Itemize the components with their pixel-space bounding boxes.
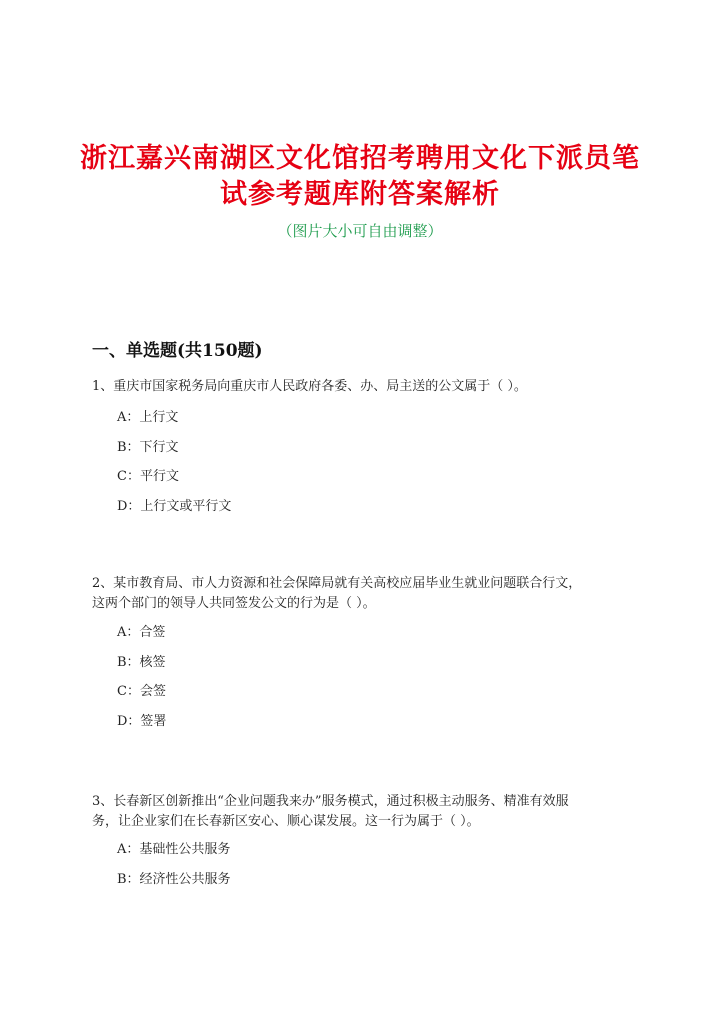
question-1-option-a: A：上行文 bbox=[117, 410, 179, 425]
question-3-option-a: A：基础性公共服务 bbox=[117, 842, 231, 857]
question-2-option-c: C：会签 bbox=[117, 684, 166, 699]
question-3-text-line-2: 务，让企业家们在长春新区安心、顺心谋发展。这一行为属于（ ）。 bbox=[92, 814, 480, 829]
question-3-text-line-1: 3、长春新区创新推出“企业问题我来办”服务模式，通过积极主动服务、精准有效服 bbox=[92, 794, 569, 809]
question-2-text-line-1: 2、某市教育局、市人力资源和社会保障局就有关高校应届毕业生就业问题联合行文， bbox=[92, 576, 582, 591]
question-2-option-b: B：核签 bbox=[117, 655, 166, 670]
document-subtitle: （图片大小可自由调整） bbox=[277, 222, 443, 240]
question-1-option-b: B：下行文 bbox=[117, 440, 179, 455]
question-2-option-a: A：合签 bbox=[117, 625, 166, 640]
question-1-option-c: C：平行文 bbox=[117, 469, 179, 484]
document-title-line-1: 浙江嘉兴南湖区文化馆招考聘用文化下派员笔 bbox=[80, 143, 640, 174]
question-2-option-d: D：签署 bbox=[117, 714, 167, 729]
section-heading: 一、单选题(共150题) bbox=[92, 341, 263, 361]
question-1-text: 1、重庆市国家税务局向重庆市人民政府各委、办、局主送的公文属于（ ）。 bbox=[92, 379, 527, 394]
question-1-option-d: D：上行文或平行文 bbox=[117, 499, 232, 514]
document-title-line-2: 试参考题库附答案解析 bbox=[220, 179, 500, 210]
question-2-text-line-2: 这两个部门的领导人共同签发公文的行为是（ ）。 bbox=[92, 596, 376, 611]
question-3-option-b: B：经济性公共服务 bbox=[117, 872, 231, 887]
